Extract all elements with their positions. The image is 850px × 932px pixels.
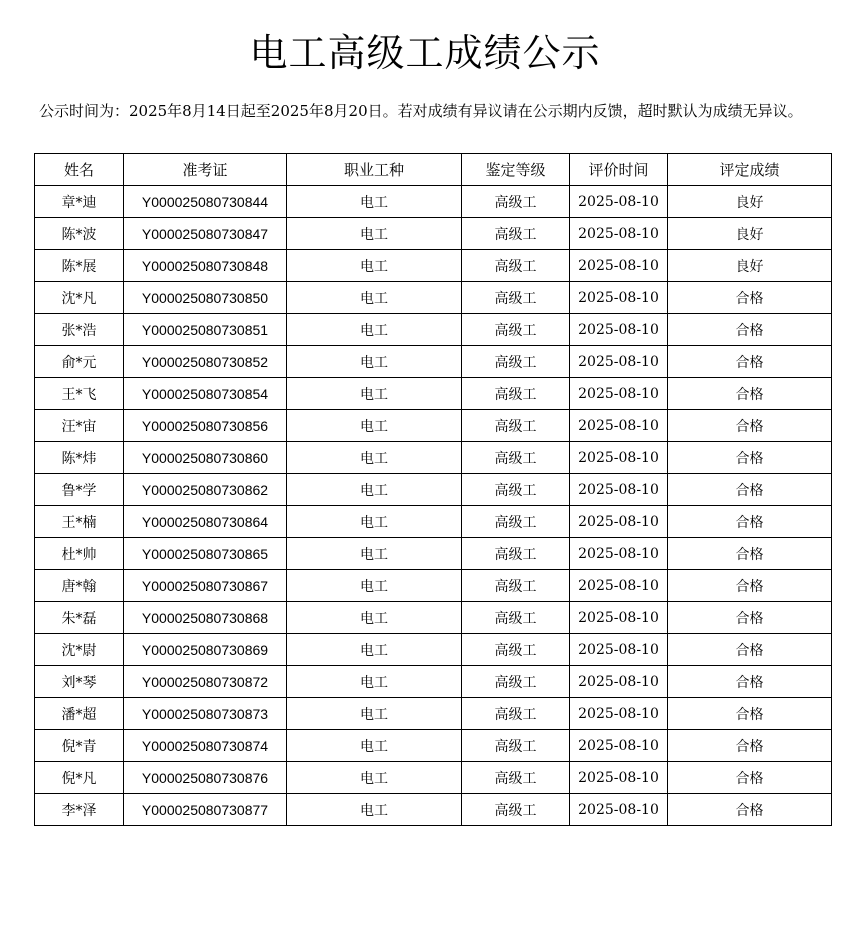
cell-name: 陈*炜 (35, 442, 124, 474)
cell-date: 2025-08-10 (570, 762, 668, 794)
table-row (35, 218, 832, 250)
cell-exam-id: Y000025080730847 (124, 218, 287, 250)
cell-level: 高级工 (462, 410, 570, 442)
cell-date: 2025-08-10 (570, 282, 668, 314)
cell-date: 2025-08-10 (570, 730, 668, 762)
cell-result: 合格 (668, 570, 832, 602)
header-name: 姓名 (35, 154, 124, 186)
cell-job: 电工 (287, 346, 462, 378)
cell-job: 电工 (287, 474, 462, 506)
cell-result: 良好 (668, 250, 832, 282)
cell-level: 高级工 (462, 346, 570, 378)
cell-name: 王*飞 (35, 378, 124, 410)
cell-result: 合格 (668, 442, 832, 474)
cell-level: 高级工 (462, 698, 570, 730)
cell-date: 2025-08-10 (570, 186, 668, 218)
cell-result: 合格 (668, 794, 832, 826)
cell-level: 高级工 (462, 442, 570, 474)
cell-job: 电工 (287, 666, 462, 698)
cell-result: 合格 (668, 474, 832, 506)
cell-date: 2025-08-10 (570, 442, 668, 474)
cell-name: 陈*展 (35, 250, 124, 282)
cell-date: 2025-08-10 (570, 794, 668, 826)
cell-date: 2025-08-10 (570, 314, 668, 346)
cell-exam-id: Y000025080730864 (124, 506, 287, 538)
notice-text: 公示时间为：2025年8月14日起至2025年8月20日。若对成绩有异议请在公示期内反馈，超时默认为成绩无异议。 (39, 102, 803, 120)
table-row (35, 474, 832, 506)
cell-level: 高级工 (462, 602, 570, 634)
cell-job: 电工 (287, 186, 462, 218)
table-row (35, 666, 832, 698)
cell-result: 合格 (668, 282, 832, 314)
cell-job: 电工 (287, 410, 462, 442)
cell-date: 2025-08-10 (570, 346, 668, 378)
table-row (35, 378, 832, 410)
cell-date: 2025-08-10 (570, 570, 668, 602)
cell-exam-id: Y000025080730876 (124, 762, 287, 794)
cell-job: 电工 (287, 730, 462, 762)
cell-job: 电工 (287, 250, 462, 282)
cell-result: 合格 (668, 762, 832, 794)
cell-name: 汪*宙 (35, 410, 124, 442)
table-row (35, 506, 832, 538)
table-row (35, 570, 832, 602)
table-row (35, 602, 832, 634)
cell-level: 高级工 (462, 506, 570, 538)
cell-name: 沈*凡 (35, 282, 124, 314)
table-row (35, 250, 832, 282)
cell-level: 高级工 (462, 282, 570, 314)
cell-result: 良好 (668, 186, 832, 218)
cell-exam-id: Y000025080730852 (124, 346, 287, 378)
cell-exam-id: Y000025080730874 (124, 730, 287, 762)
cell-job: 电工 (287, 314, 462, 346)
cell-exam-id: Y000025080730844 (124, 186, 287, 218)
cell-name: 陈*波 (35, 218, 124, 250)
cell-name: 鲁*学 (35, 474, 124, 506)
cell-exam-id: Y000025080730850 (124, 282, 287, 314)
cell-job: 电工 (287, 794, 462, 826)
cell-name: 章*迪 (35, 186, 124, 218)
cell-result: 合格 (668, 730, 832, 762)
cell-name: 俞*元 (35, 346, 124, 378)
header-date: 评价时间 (570, 154, 668, 186)
cell-result: 合格 (668, 538, 832, 570)
cell-date: 2025-08-10 (570, 666, 668, 698)
cell-job: 电工 (287, 378, 462, 410)
cell-job: 电工 (287, 698, 462, 730)
cell-date: 2025-08-10 (570, 250, 668, 282)
cell-name: 杜*帅 (35, 538, 124, 570)
cell-exam-id: Y000025080730860 (124, 442, 287, 474)
cell-level: 高级工 (462, 794, 570, 826)
cell-date: 2025-08-10 (570, 506, 668, 538)
cell-level: 高级工 (462, 186, 570, 218)
table-row (35, 346, 832, 378)
page-title: 电工高级工成绩公示 (249, 31, 601, 75)
cell-date: 2025-08-10 (570, 602, 668, 634)
cell-level: 高级工 (462, 218, 570, 250)
cell-name: 唐*翰 (35, 570, 124, 602)
header-result: 评定成绩 (668, 154, 832, 186)
cell-date: 2025-08-10 (570, 378, 668, 410)
table-row (35, 634, 832, 666)
cell-exam-id: Y000025080730848 (124, 250, 287, 282)
cell-exam-id: Y000025080730877 (124, 794, 287, 826)
cell-level: 高级工 (462, 730, 570, 762)
cell-level: 高级工 (462, 538, 570, 570)
cell-result: 合格 (668, 506, 832, 538)
cell-job: 电工 (287, 634, 462, 666)
grades-table (34, 153, 832, 826)
table-row (35, 762, 832, 794)
cell-date: 2025-08-10 (570, 218, 668, 250)
table-header-row (35, 154, 832, 186)
table-row (35, 186, 832, 218)
cell-job: 电工 (287, 570, 462, 602)
cell-level: 高级工 (462, 378, 570, 410)
cell-level: 高级工 (462, 762, 570, 794)
cell-job: 电工 (287, 538, 462, 570)
cell-exam-id: Y000025080730865 (124, 538, 287, 570)
cell-result: 良好 (668, 218, 832, 250)
cell-level: 高级工 (462, 666, 570, 698)
cell-name: 倪*凡 (35, 762, 124, 794)
cell-result: 合格 (668, 410, 832, 442)
header-level: 鉴定等级 (462, 154, 570, 186)
cell-name: 朱*磊 (35, 602, 124, 634)
cell-result: 合格 (668, 314, 832, 346)
cell-exam-id: Y000025080730854 (124, 378, 287, 410)
cell-exam-id: Y000025080730869 (124, 634, 287, 666)
cell-level: 高级工 (462, 570, 570, 602)
cell-result: 合格 (668, 666, 832, 698)
table-row (35, 314, 832, 346)
cell-job: 电工 (287, 282, 462, 314)
cell-level: 高级工 (462, 474, 570, 506)
cell-name: 沈*尉 (35, 634, 124, 666)
cell-job: 电工 (287, 602, 462, 634)
table-body (35, 186, 832, 826)
table-row (35, 698, 832, 730)
cell-exam-id: Y000025080730867 (124, 570, 287, 602)
cell-result: 合格 (668, 698, 832, 730)
cell-exam-id: Y000025080730873 (124, 698, 287, 730)
table-row (35, 538, 832, 570)
cell-result: 合格 (668, 602, 832, 634)
table-row (35, 282, 832, 314)
cell-job: 电工 (287, 506, 462, 538)
cell-date: 2025-08-10 (570, 698, 668, 730)
table-row (35, 410, 832, 442)
cell-result: 合格 (668, 634, 832, 666)
cell-job: 电工 (287, 218, 462, 250)
cell-date: 2025-08-10 (570, 474, 668, 506)
cell-exam-id: Y000025080730862 (124, 474, 287, 506)
cell-result: 合格 (668, 346, 832, 378)
table-row (35, 730, 832, 762)
cell-level: 高级工 (462, 314, 570, 346)
cell-exam-id: Y000025080730856 (124, 410, 287, 442)
header-exam-id: 准考证 (124, 154, 287, 186)
cell-level: 高级工 (462, 634, 570, 666)
cell-exam-id: Y000025080730872 (124, 666, 287, 698)
cell-level: 高级工 (462, 250, 570, 282)
cell-exam-id: Y000025080730851 (124, 314, 287, 346)
cell-name: 李*泽 (35, 794, 124, 826)
header-job: 职业工种 (287, 154, 462, 186)
cell-name: 刘*琴 (35, 666, 124, 698)
cell-name: 倪*青 (35, 730, 124, 762)
cell-name: 王*楠 (35, 506, 124, 538)
cell-date: 2025-08-10 (570, 538, 668, 570)
cell-name: 潘*超 (35, 698, 124, 730)
table-row (35, 442, 832, 474)
cell-result: 合格 (668, 378, 832, 410)
cell-job: 电工 (287, 442, 462, 474)
cell-date: 2025-08-10 (570, 410, 668, 442)
cell-job: 电工 (287, 762, 462, 794)
cell-exam-id: Y000025080730868 (124, 602, 287, 634)
cell-date: 2025-08-10 (570, 634, 668, 666)
table-row (35, 794, 832, 826)
cell-name: 张*浩 (35, 314, 124, 346)
